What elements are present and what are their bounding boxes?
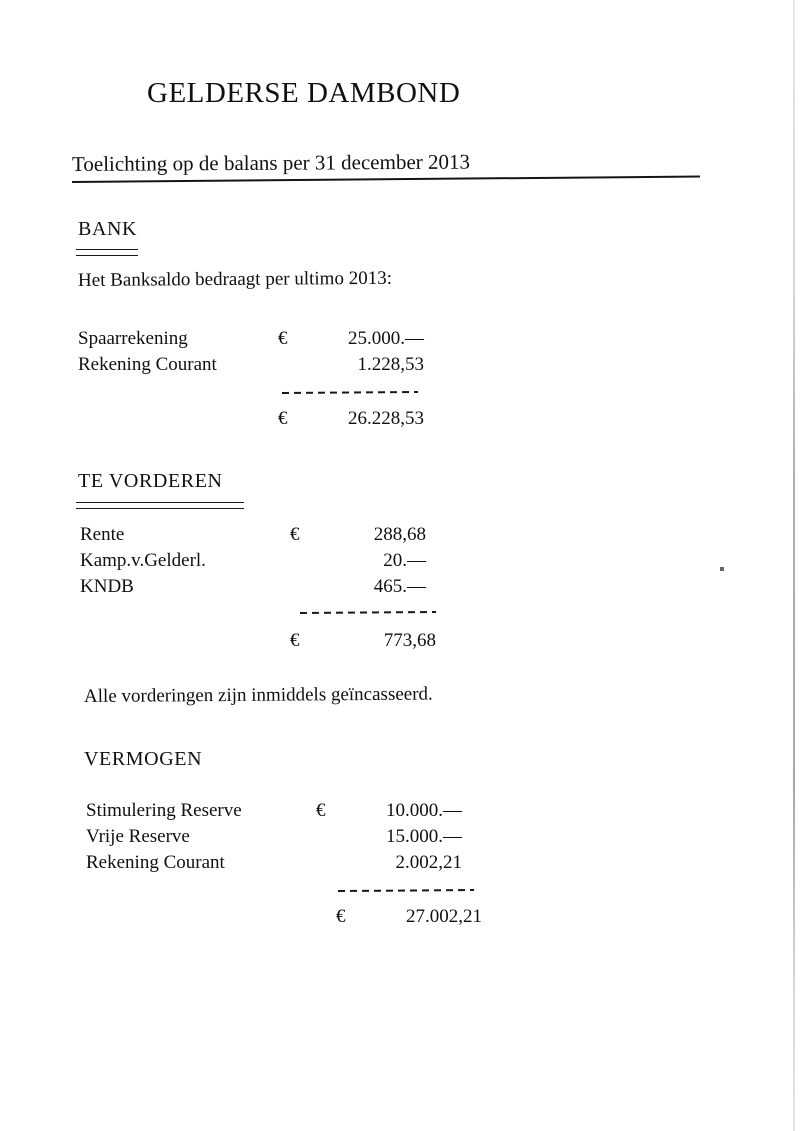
document-subtitle: Toelichting op de balans per 31 december 2013 xyxy=(71,149,471,176)
table-row xyxy=(86,826,462,852)
scan-speck-artifact xyxy=(720,567,724,571)
bank-total-separator xyxy=(282,391,418,394)
row-amount: 2.002,21 xyxy=(395,852,462,873)
row-amount: 288,68 xyxy=(373,524,426,545)
receivables-note: Alle vorderingen zijn inmiddels geïncasseerd. xyxy=(83,683,433,707)
row-amount: 10.000.— xyxy=(386,800,462,821)
table-row xyxy=(86,852,462,878)
table-row xyxy=(78,328,424,354)
row-label: Rente xyxy=(80,524,125,545)
subtitle-block xyxy=(71,149,702,177)
total-amount: 773,68 xyxy=(383,630,436,651)
bank-rows xyxy=(78,328,424,380)
subtitle-underline xyxy=(72,176,700,183)
scan-edge-artifact xyxy=(793,0,795,1131)
section-heading-bank: BANK xyxy=(78,218,138,240)
total-currency: € xyxy=(278,408,288,429)
table-row xyxy=(80,524,426,550)
row-label: Vrije Reserve xyxy=(86,826,190,847)
receivables-rows xyxy=(80,524,426,602)
row-currency: € xyxy=(316,800,326,821)
row-amount: 25.000.— xyxy=(348,328,424,349)
section-heading-receivables: TE VORDEREN xyxy=(78,470,223,492)
bank-total-row xyxy=(278,408,424,430)
section-underline-receivables xyxy=(76,502,244,509)
row-currency: € xyxy=(278,328,288,349)
row-amount: 20.— xyxy=(383,550,426,571)
row-label: Spaarrekening xyxy=(78,328,188,349)
bank-lead-text: Het Banksaldo bedraagt per ultimo 2013: xyxy=(77,267,393,291)
section-heading-equity: VERMOGEN xyxy=(84,748,203,770)
row-label: Rekening Courant xyxy=(78,354,217,375)
row-currency: € xyxy=(290,524,300,545)
equity-total-separator xyxy=(338,889,474,892)
receivables-total-separator xyxy=(300,611,436,614)
table-row xyxy=(80,576,426,602)
row-label: KNDB xyxy=(80,576,134,597)
row-amount: 1.228,53 xyxy=(357,354,424,375)
page-title: GELDERSE DAMBOND xyxy=(147,77,461,109)
total-currency: € xyxy=(336,906,346,927)
row-amount: 15.000.— xyxy=(386,826,462,847)
total-amount: 26.228,53 xyxy=(348,408,424,429)
table-row xyxy=(86,800,462,826)
table-row xyxy=(80,550,426,576)
row-label: Kamp.v.Gelderl. xyxy=(80,550,206,571)
total-currency: € xyxy=(290,630,300,651)
row-label: Rekening Courant xyxy=(86,852,225,873)
row-amount: 465.— xyxy=(373,576,426,597)
total-amount: 27.002,21 xyxy=(406,906,482,927)
table-row xyxy=(78,354,424,380)
equity-total-row xyxy=(336,906,482,928)
row-label: Stimulering Reserve xyxy=(86,800,242,821)
section-underline-bank xyxy=(76,249,138,256)
equity-rows xyxy=(86,800,462,878)
receivables-total-row xyxy=(290,630,436,652)
